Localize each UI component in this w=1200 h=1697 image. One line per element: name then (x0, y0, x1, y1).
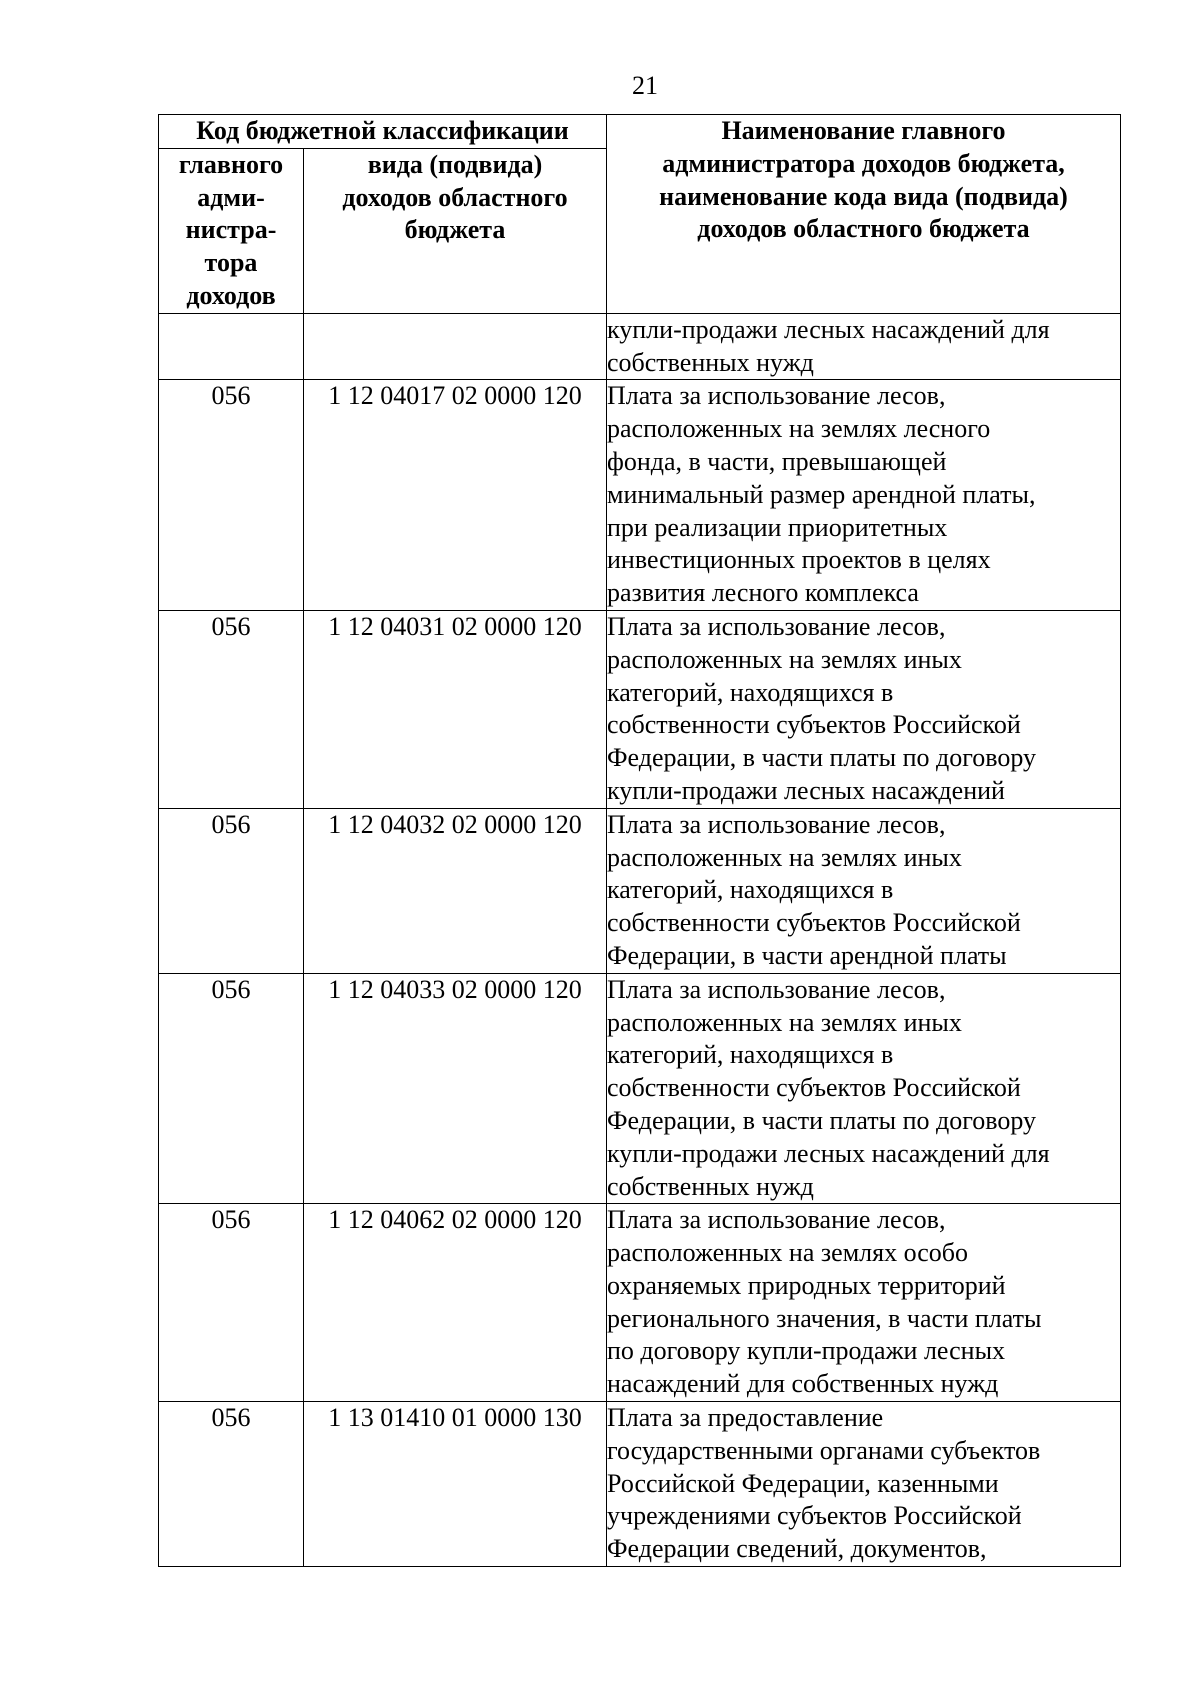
description-line: категорий, находящихся в (607, 677, 894, 707)
description-line: расположенных на землях иных (607, 644, 962, 674)
admin-code-cell: 056 (159, 380, 304, 611)
admin-code-cell (159, 313, 304, 380)
description-line: расположенных на землях иных (607, 1007, 962, 1037)
description-line: купли-продажи лесных насаждений для (607, 314, 1050, 344)
header-admin-line: главного (178, 149, 284, 179)
table-body (159, 313, 1121, 1566)
budget-classification-table (158, 114, 1121, 1567)
description-line: категорий, находящихся в (607, 875, 894, 905)
description-line: собственности субъектов Российской (607, 710, 1021, 740)
description-line: насаждений для собственных нужд (607, 1369, 999, 1399)
description-line: категорий, находящихся в (607, 1040, 894, 1070)
income-code-cell: 1 12 04033 02 0000 120 (304, 973, 607, 1204)
income-code-cell: 1 13 01410 01 0000 130 (304, 1402, 607, 1567)
income-code-cell (304, 313, 607, 380)
description-line: Плата за использование лесов, (607, 1205, 946, 1235)
header-admin-line: тора (204, 248, 258, 278)
income-code-cell: 1 12 04031 02 0000 120 (304, 610, 607, 808)
admin-code-cell: 056 (159, 973, 304, 1204)
description-line: расположенных на землях иных (607, 842, 962, 872)
header-admin-line: нистра- (185, 215, 277, 245)
table-row (159, 380, 1121, 611)
description-cell (607, 808, 1121, 973)
description-cell (607, 313, 1121, 380)
description-line: собственности субъектов Российской (607, 1073, 1021, 1103)
description-line: Федерации, в части платы по договору (607, 743, 1036, 773)
description-cell (607, 610, 1121, 808)
income-code-cell: 1 12 04017 02 0000 120 (304, 380, 607, 611)
description-line: инвестиционных проектов в целях (607, 545, 991, 575)
description-line: учреждениями субъектов Российской (607, 1501, 1022, 1531)
table-row (159, 313, 1121, 380)
income-code-cell: 1 12 04032 02 0000 120 (304, 808, 607, 973)
description-line: Плата за использование лесов, (607, 809, 946, 839)
description-line: Федерации, в части арендной платы (607, 940, 1007, 970)
description-line: фонда, в части, превышающей (607, 446, 947, 476)
description-line: Плата за предоставление (607, 1403, 884, 1433)
description-line: расположенных на землях лесного (607, 414, 991, 444)
table-row (159, 973, 1121, 1204)
description-line: Плата за использование лесов, (607, 974, 946, 1004)
description-line: государственными органами субъектов (607, 1435, 1041, 1465)
header-admin-line: доходов (186, 280, 276, 310)
header-admin-line: адми- (197, 182, 265, 212)
header-name-line: администратора доходов бюджета, (662, 148, 1065, 178)
description-line: Федерации, в части платы по договору (607, 1105, 1036, 1135)
admin-code-cell: 056 (159, 808, 304, 973)
income-code-cell: 1 12 04062 02 0000 120 (304, 1204, 607, 1402)
description-line: собственных нужд (607, 347, 814, 377)
header-admin-column (159, 148, 304, 313)
header-name-line: наименование кода вида (подвида) (659, 181, 1068, 211)
header-name-line: Наименование главного (721, 116, 1006, 145)
table-row (159, 1204, 1121, 1402)
description-line: Федерации сведений, документов, (607, 1534, 987, 1564)
description-line: Плата за использование лесов, (607, 611, 946, 641)
table-row (159, 610, 1121, 808)
table-row (159, 1402, 1121, 1567)
table-row (159, 808, 1121, 973)
description-cell (607, 1204, 1121, 1402)
description-cell (607, 380, 1121, 611)
description-line: собственности субъектов Российской (607, 908, 1021, 938)
description-line: расположенных на землях особо (607, 1238, 969, 1268)
description-line: купли-продажи лесных насаждений для (607, 1138, 1050, 1168)
description-line: минимальный размер арендной платы, (607, 479, 1036, 509)
description-line: Плата за использование лесов, (607, 381, 946, 411)
header-name-column (607, 115, 1121, 314)
header-kind-line: вида (подвида) (367, 149, 543, 179)
header-kind-line: бюджета (404, 215, 506, 245)
page-number: 21 (632, 71, 658, 100)
description-line: по договору купли-продажи лесных (607, 1336, 1006, 1366)
description-cell (607, 1402, 1121, 1567)
header-kind-column (304, 148, 607, 313)
description-cell (607, 973, 1121, 1204)
description-line: Российской Федерации, казенными (607, 1468, 999, 1498)
description-line: собственных нужд (607, 1171, 814, 1201)
admin-code-cell: 056 (159, 1204, 304, 1402)
description-line: охраняемых природных территорий (607, 1270, 1006, 1300)
header-name-line: доходов областного бюджета (697, 214, 1030, 244)
header-budget-code-group: Код бюджетной классификации (159, 115, 607, 149)
admin-code-cell: 056 (159, 1402, 304, 1567)
description-line: развития лесного комплекса (607, 578, 919, 608)
description-line: регионального значения, в части платы (607, 1303, 1042, 1333)
description-line: купли-продажи лесных насаждений (607, 775, 1005, 805)
table-header (159, 115, 1121, 314)
admin-code-cell: 056 (159, 610, 304, 808)
header-kind-line: доходов областного (342, 182, 568, 212)
description-line: при реализации приоритетных (607, 512, 948, 542)
